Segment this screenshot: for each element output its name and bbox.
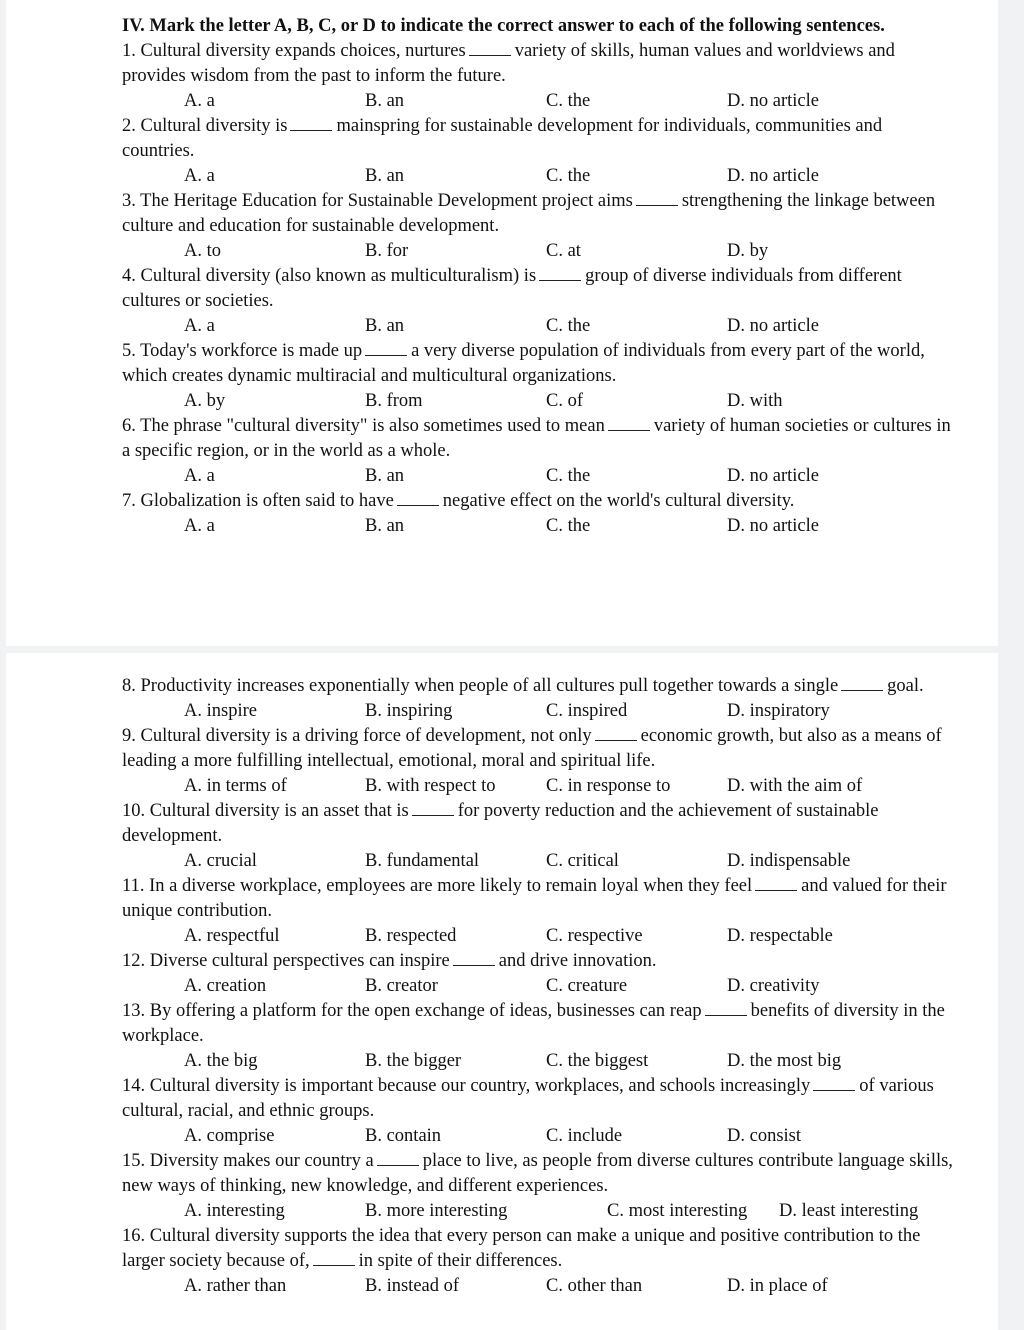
question-number: 10. [122,801,146,821]
question-11 [122,874,954,949]
answer-blank [290,115,332,131]
option-d: D. no article [727,91,819,111]
question-text-before: Cultural diversity is [140,116,288,136]
answer-blank [608,415,650,431]
question-text-after: mainspring for sustainable development for individuals, communities and countries. [122,116,883,161]
option-a: A. creation [184,976,267,996]
answer-options [122,164,954,189]
option-c: C. the [546,91,591,111]
question-number: 4. [122,266,136,286]
option-c: C. include [546,1126,623,1146]
option-b: B. creator [365,976,438,996]
question-stem [122,999,954,1049]
question-stem [122,1224,954,1274]
question-text-before: Cultural diversity (also known as multiculturalism) is [140,266,537,286]
question-number: 9. [122,726,136,746]
question-number: 7. [122,491,136,511]
answer-blank [453,950,495,966]
option-b: B. an [365,516,405,536]
question-12 [122,949,954,999]
question-8 [122,674,954,724]
question-stem [122,799,954,849]
option-a: A. a [184,166,215,186]
option-b: B. an [365,316,405,336]
option-d: D. creativity [727,976,820,996]
option-c: C. the [546,166,591,186]
question-16 [122,1224,954,1299]
option-a: A. to [184,241,221,261]
question-text-after: variety of skills, human values and worldviews and provides wisdom from the past to inform the future. [122,41,895,86]
option-a: A. a [184,516,215,536]
answer-blank [636,190,678,206]
option-d: D. no article [727,316,819,336]
question-10 [122,799,954,874]
question-text-before: Cultural diversity is a driving force of development, not only [140,726,592,746]
question-text-before: By offering a platform for the open exchange of ideas, businesses can reap [149,1001,702,1021]
answer-blank [365,340,407,356]
option-b: B. the bigger [365,1051,462,1071]
question-text-after: strengthening the linkage between culture and education for sustainable development. [122,191,936,236]
answer-options [122,974,954,999]
option-b: B. from [365,391,423,411]
option-d: D. with [727,391,783,411]
option-c: C. inspired [546,701,628,721]
question-number: 16. [122,1226,146,1246]
answer-options [122,1049,954,1074]
question-text-before: Cultural diversity expands choices, nurtures [140,41,466,61]
question-text-after: a very diverse population of individuals from every part of the world, which creates dynamic multiracial and multicultural organizations. [122,341,925,386]
answer-options [122,1124,954,1149]
option-a: A. by [184,391,226,411]
question-stem [122,189,954,239]
answer-blank [377,1150,419,1166]
question-number: 1. [122,41,136,61]
option-a: A. a [184,316,215,336]
answer-options [122,924,954,949]
answer-options [122,514,954,539]
answer-options [122,464,954,489]
answer-blank [595,725,637,741]
question-text-after: benefits of diversity in the workplace. [122,1001,945,1046]
option-c: C. the [546,516,591,536]
option-b: B. an [365,91,405,111]
option-d: D. no article [727,466,819,486]
option-b: B. fundamental [365,851,480,871]
question-text-before: Cultural diversity supports the idea that every person can make a unique and positive contribution to the larger society because of, [122,1226,921,1271]
option-c: C. other than [546,1276,643,1296]
question-2 [122,114,954,189]
question-text-after: of various cultural, racial, and ethnic groups. [122,1076,934,1121]
answer-blank [313,1250,355,1266]
option-d: D. by [727,241,769,261]
option-b: B. more interesting [365,1201,508,1221]
question-text-before: Diversity makes our country a [149,1151,374,1171]
option-d: D. consist [727,1126,801,1146]
question-text-before: Today's workforce is made up [140,341,363,361]
question-stem [122,1074,954,1124]
question-6 [122,414,954,489]
question-7 [122,489,954,539]
question-text-after: for poverty reduction and the achievement of sustainable development. [122,801,879,846]
question-4 [122,264,954,339]
option-b: B. for [365,241,409,261]
option-b: B. with respect to [365,776,496,796]
question-text-before: Productivity increases exponentially when people of all cultures pull together towards a single [140,676,839,696]
question-text-after: economic growth, but also as a means of leading a more fulfilling intellectual, emotional, moral and spiritual life. [122,726,942,771]
question-text-after: place to live, as people from diverse cultures contribute language skills, new ways of thinking, new knowledge, and different experiences. [122,1151,953,1196]
option-d: D. inspiratory [727,701,830,721]
answer-options [122,849,954,874]
option-d: D. in place of [727,1276,828,1296]
question-number: 6. [122,416,136,436]
question-text-before: Cultural diversity is an asset that is [149,801,409,821]
option-b: B. respected [365,926,457,946]
question-text-before: The Heritage Education for Sustainable Development project aims [140,191,633,211]
question-13 [122,999,954,1074]
question-text-after: and drive innovation. [498,951,657,971]
option-a: A. the big [184,1051,258,1071]
option-a: A. crucial [184,851,257,871]
option-a: A. a [184,91,215,111]
question-stem [122,414,954,464]
option-a: A. interesting [184,1201,285,1221]
option-c: C. most interesting [607,1201,748,1221]
option-a: A. comprise [184,1126,275,1146]
option-d: D. least interesting [779,1201,919,1221]
question-stem [122,114,954,164]
question-number: 12. [122,951,146,971]
question-text-after: variety of human societies or cultures in a specific region, or in the world as a whole. [122,416,951,461]
option-c: C. creature [546,976,628,996]
option-a: A. in terms of [184,776,287,796]
option-c: C. the biggest [546,1051,649,1071]
answer-options [122,699,954,724]
question-stem [122,1149,954,1199]
answer-blank [539,265,581,281]
answer-blank [755,875,797,891]
question-text-before: The phrase "cultural diversity" is also sometimes used to mean [140,416,605,436]
question-stem [122,674,954,699]
option-b: B. an [365,166,405,186]
option-b: B. instead of [365,1276,460,1296]
option-c: C. at [546,241,581,261]
option-d: D. no article [727,516,819,536]
question-number: 8. [122,676,136,696]
question-stem [122,874,954,924]
option-d: D. respectable [727,926,833,946]
option-b: B. an [365,466,405,486]
option-d: D. no article [727,166,819,186]
answer-options [122,314,954,339]
answer-options [122,1274,954,1299]
worksheet-page-1 [6,0,998,646]
option-d: D. the most big [727,1051,842,1071]
question-text-after: in spite of their differences. [358,1251,563,1271]
question-number: 13. [122,1001,146,1021]
question-text-after: negative effect on the world's cultural diversity. [442,491,795,511]
question-number: 15. [122,1151,146,1171]
question-3 [122,189,954,264]
answer-options [122,239,954,264]
option-c: C. in response to [546,776,671,796]
option-b: B. contain [365,1126,442,1146]
question-stem [122,39,954,89]
option-a: A. inspire [184,701,257,721]
question-text-after: group of diverse individuals from different cultures or societies. [122,266,902,311]
question-text-before: Diverse cultural perspectives can inspire [149,951,450,971]
option-a: A. a [184,466,215,486]
question-stem [122,724,954,774]
question-14 [122,1074,954,1149]
option-a: A. rather than [184,1276,287,1296]
question-stem [122,264,954,314]
question-number: 2. [122,116,136,136]
question-text-after: and valued for their unique contribution. [122,876,947,921]
option-c: C. of [546,391,583,411]
answer-blank [412,800,454,816]
worksheet-page-2 [6,653,998,1330]
question-text-after: goal. [887,676,924,696]
question-text-before: In a diverse workplace, employees are more likely to remain loyal when they feel [149,876,753,896]
answer-blank [841,675,883,691]
option-d: D. indispensable [727,851,851,871]
question-9 [122,724,954,799]
option-b: B. inspiring [365,701,453,721]
answer-blank [705,1000,747,1016]
option-c: C. critical [546,851,619,871]
answer-options [122,89,954,114]
question-number: 14. [122,1076,146,1096]
option-c: C. the [546,316,591,336]
question-stem [122,489,954,514]
question-stem [122,949,954,974]
question-stem [122,339,954,389]
answer-options [122,774,954,799]
question-number: 3. [122,191,136,211]
question-5 [122,339,954,414]
section-heading: IV. Mark the letter A, B, C, or D to indicate the correct answer to each of the following sentences. [122,16,885,36]
option-a: A. respectful [184,926,280,946]
answer-blank [469,40,511,56]
answer-options [122,1199,954,1224]
answer-blank [813,1075,855,1091]
question-text-before: Globalization is often said to have [140,491,394,511]
answer-options [122,389,954,414]
option-d: D. with the aim of [727,776,863,796]
option-c: C. respective [546,926,643,946]
question-number: 5. [122,341,136,361]
option-c: C. the [546,466,591,486]
answer-blank [397,490,439,506]
question-15 [122,1149,954,1224]
question-text-before: Cultural diversity is important because our country, workplaces, and schools increasingly [149,1076,811,1096]
question-number: 11. [122,876,145,896]
question-1 [122,39,954,114]
